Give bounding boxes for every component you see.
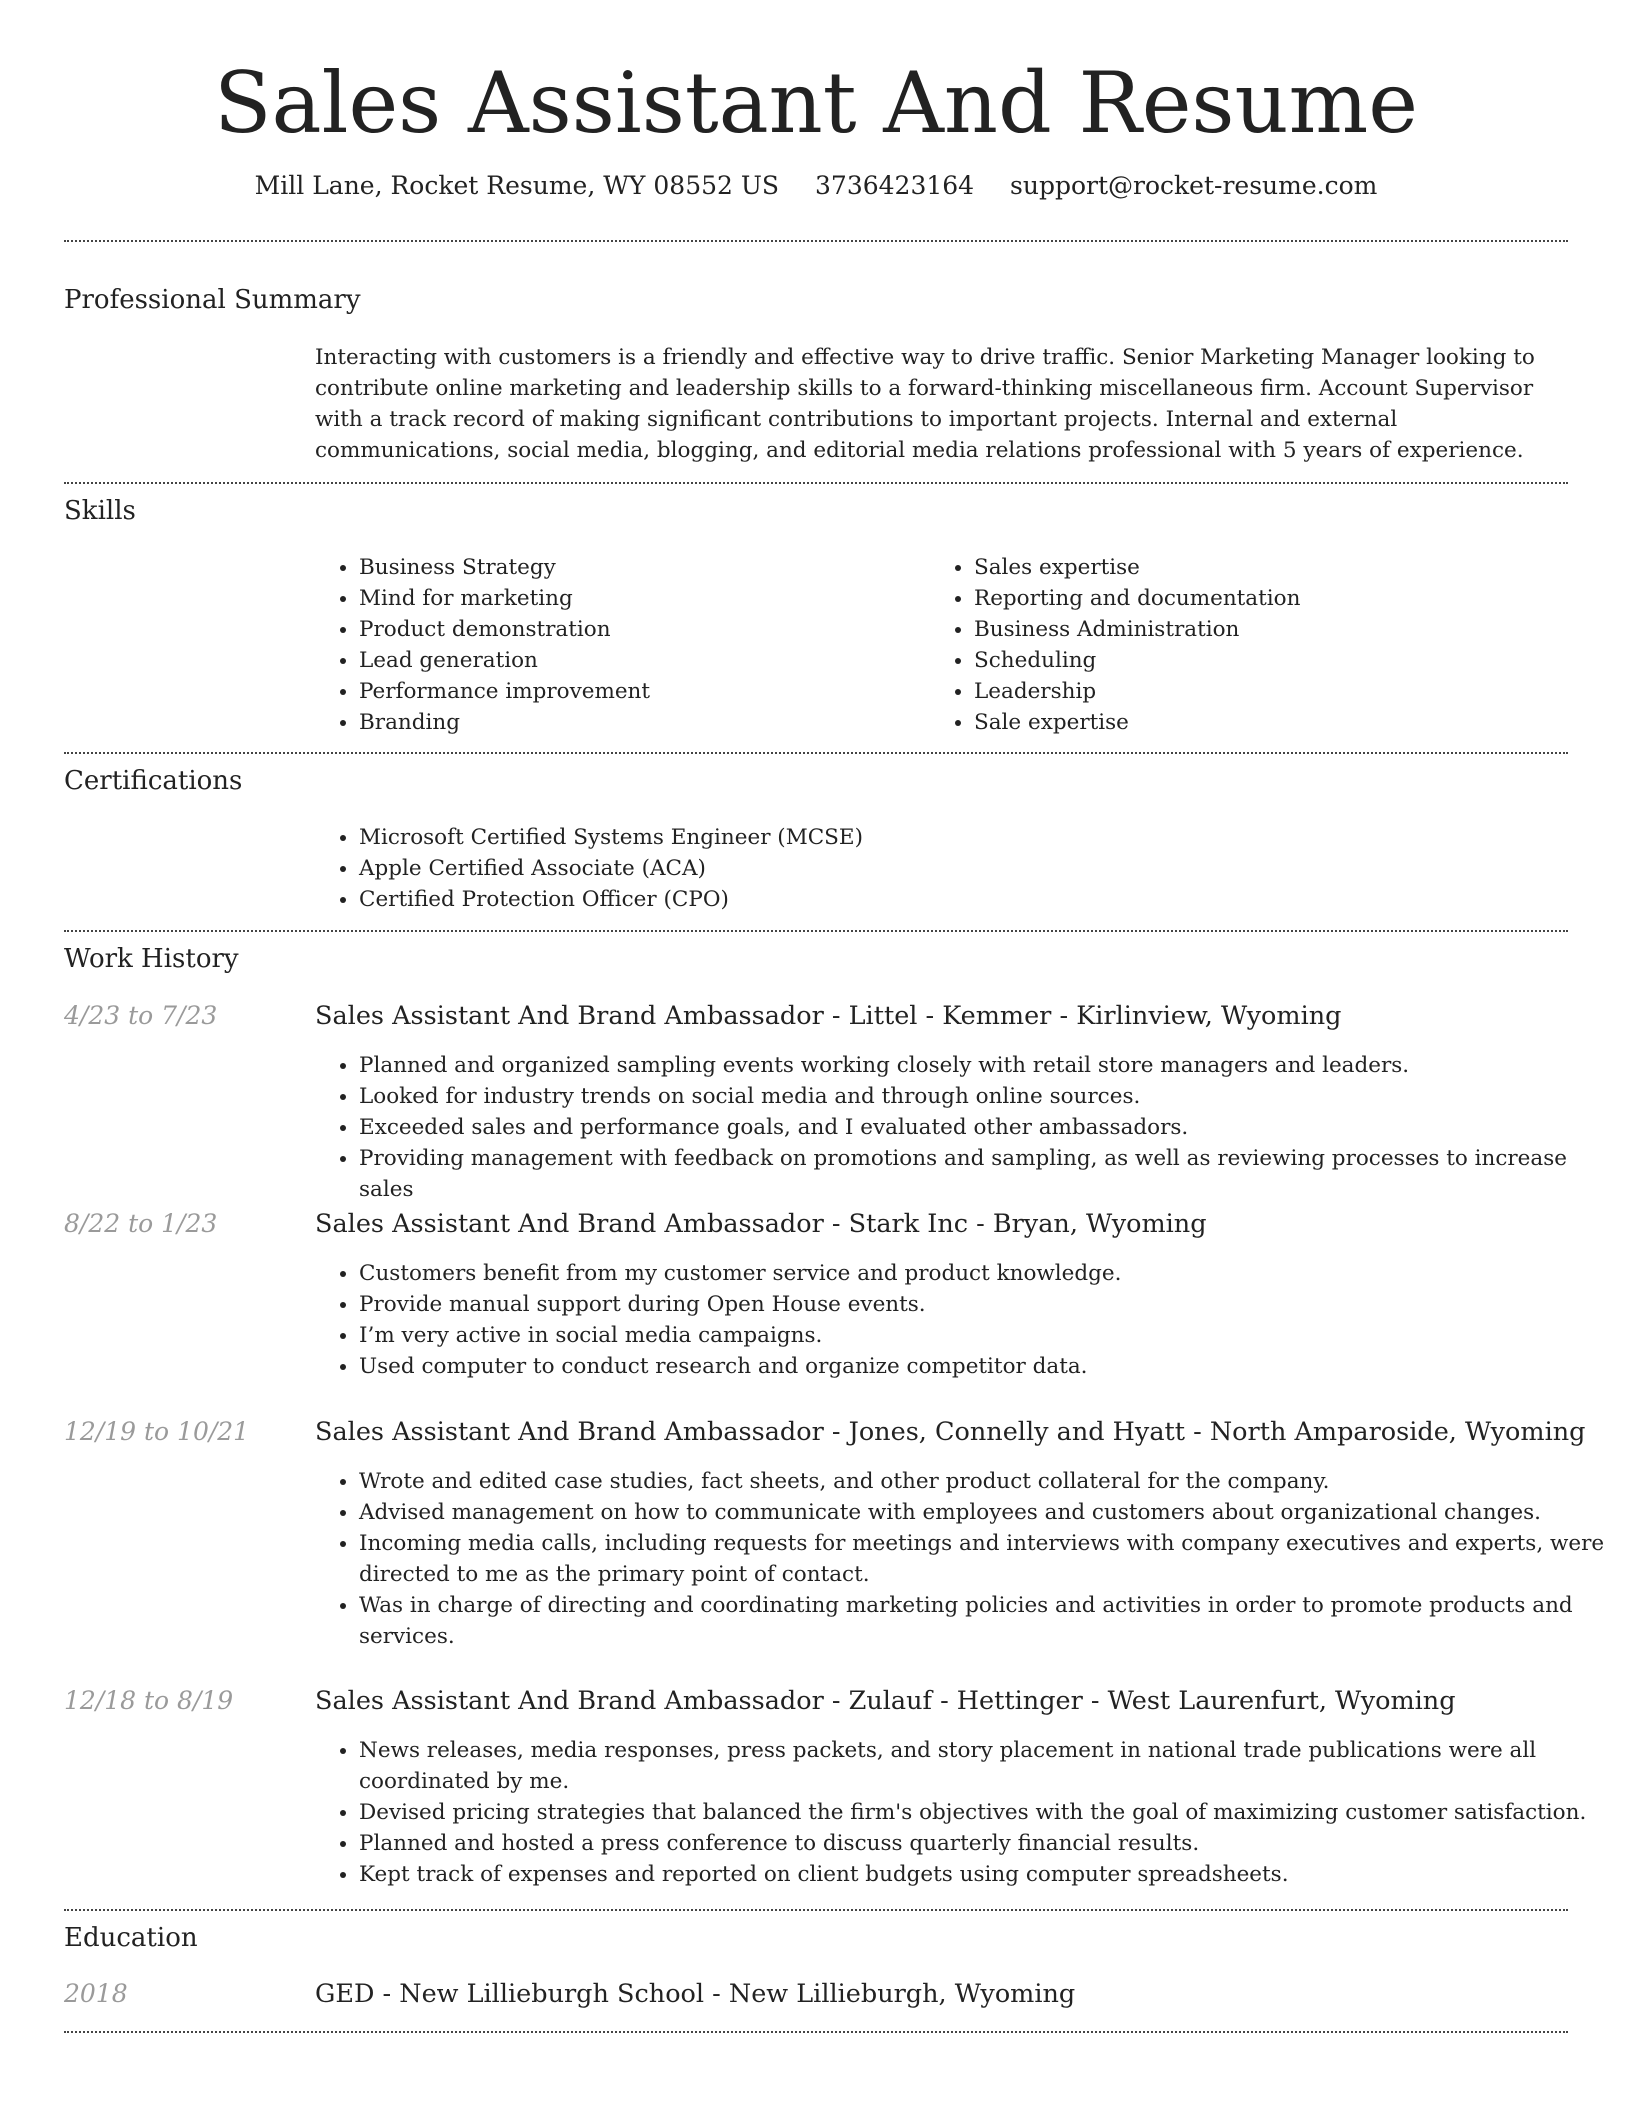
job-dates: 12/19 to 10/21 [64,1417,250,1446]
job-title: Sales Assistant And Brand Ambassador - Stark Inc - Bryan, Wyoming [315,1209,1207,1239]
job-title: Sales Assistant And Brand Ambassador - Zulauf - Hettinger - West Laurenfurt, Wyoming [315,1686,1456,1716]
job-bullet: • Devised pricing strategies that balanced the firm's objectives with the goal of maximizing customer satisfaction. [359,1797,1614,1828]
certification-item: • Microsoft Certified Systems Engineer (MCSE) [359,822,863,853]
summary-heading: Professional Summary [64,285,361,315]
skill-item: • Performance improvement [359,676,650,707]
skill-item: • Scheduling [974,645,1300,676]
skill-item: • Lead generation [359,645,650,676]
skill-item: • Business Strategy [359,552,650,583]
contact-address: Mill Lane, Rocket Resume, WY 08552 US [254,171,780,200]
job-bullet: • Customers benefit from my customer service and product knowledge. [359,1258,1614,1289]
skills-heading: Skills [64,496,136,526]
job-dates: 4/23 to 7/23 [64,1001,218,1030]
skill-item: • Leadership [974,676,1300,707]
contact-phone: 3736423164 [815,171,975,200]
job-bullet: • Used computer to conduct research and organize competitor data. [359,1351,1614,1382]
job-dates: 12/18 to 8/19 [64,1686,234,1715]
summary-text: Interacting with customers is a friendly and effective way to drive traffic. Senior Marketing Manager looking to contribute online marketing and leadership skills to a forward-thinking miscellaneous firm. Account Supervisor with a track record of making significant contributions to important projects. Internal and external communications, social media, blogging, and editorial media relations professional with 5 years of experience. [315,345,1535,463]
job-bullet: • Planned and hosted a press conference to discuss quarterly financial results. [359,1828,1614,1859]
certifications-list [315,822,863,915]
job-bullet: • News releases, media responses, press packets, and story placement in national trade publications were all coordinated by me. [359,1735,1614,1797]
job-title: Sales Assistant And Brand Ambassador - Littel - Kemmer - Kirlinview, Wyoming [315,1001,1342,1031]
certifications-heading: Certifications [64,766,243,796]
contact-email: support@rocket-resume.com [1010,171,1378,200]
job-bullets [315,1466,1614,1652]
job-bullet: • Looked for industry trends on social media and through online sources. [359,1081,1614,1112]
skill-item: • Product demonstration [359,614,650,645]
education-entry: GED - New Lillieburgh School - New Lillieburgh, Wyoming [315,1979,1076,2009]
job-bullet: • I’m very active in social media campaigns. [359,1320,1614,1351]
section-divider [64,930,1568,932]
job-bullet: • Was in charge of directing and coordinating marketing policies and activities in order to promote products and services. [359,1590,1614,1652]
skill-item: • Mind for marketing [359,583,650,614]
section-divider [64,482,1568,484]
job-bullet: • Wrote and edited case studies, fact sheets, and other product collateral for the company. [359,1466,1614,1497]
candidate-name: Sales Assistant And Resume [213,54,1418,152]
job-bullet: • Planned and organized sampling events working closely with retail store managers and leaders. [359,1050,1614,1081]
job-bullets [315,1050,1614,1205]
skill-item: • Sale expertise [974,707,1300,738]
section-divider [64,240,1568,242]
skill-item: • Reporting and documentation [974,583,1300,614]
job-bullets [315,1258,1614,1382]
job-bullet: • Incoming media calls, including requests for meetings and interviews with company executives and experts, were directed to me as the primary point of contact. [359,1528,1614,1590]
section-divider [64,752,1568,754]
contact-line [0,168,1632,204]
job-bullet: • Advised management on how to communicate with employees and customers about organizational changes. [359,1497,1614,1528]
job-title: Sales Assistant And Brand Ambassador - Jones, Connelly and Hyatt - North Amparoside, Wyoming [315,1417,1586,1447]
certification-item: • Apple Certified Associate (ACA) [359,853,863,884]
work-history-heading: Work History [64,944,239,974]
section-divider [64,1909,1568,1911]
job-bullet: • Providing management with feedback on promotions and sampling, as well as reviewing processes to increase sales [359,1143,1614,1205]
job-bullets [315,1735,1614,1890]
education-year: 2018 [64,1979,128,2008]
job-dates: 8/22 to 1/23 [64,1209,218,1238]
skill-item: • Sales expertise [974,552,1300,583]
job-bullet: • Provide manual support during Open House events. [359,1289,1614,1320]
skill-item: • Business Administration [974,614,1300,645]
job-bullet: • Kept track of expenses and reported on client budgets using computer spreadsheets. [359,1859,1614,1890]
skills-list-right [930,552,1300,738]
job-bullet: • Exceeded sales and performance goals, and I evaluated other ambassadors. [359,1112,1614,1143]
skills-list-left [315,552,650,738]
skill-item: • Branding [359,707,650,738]
certification-item: • Certified Protection Officer (CPO) [359,884,863,915]
education-heading: Education [64,1923,198,1953]
section-divider [64,2031,1568,2033]
